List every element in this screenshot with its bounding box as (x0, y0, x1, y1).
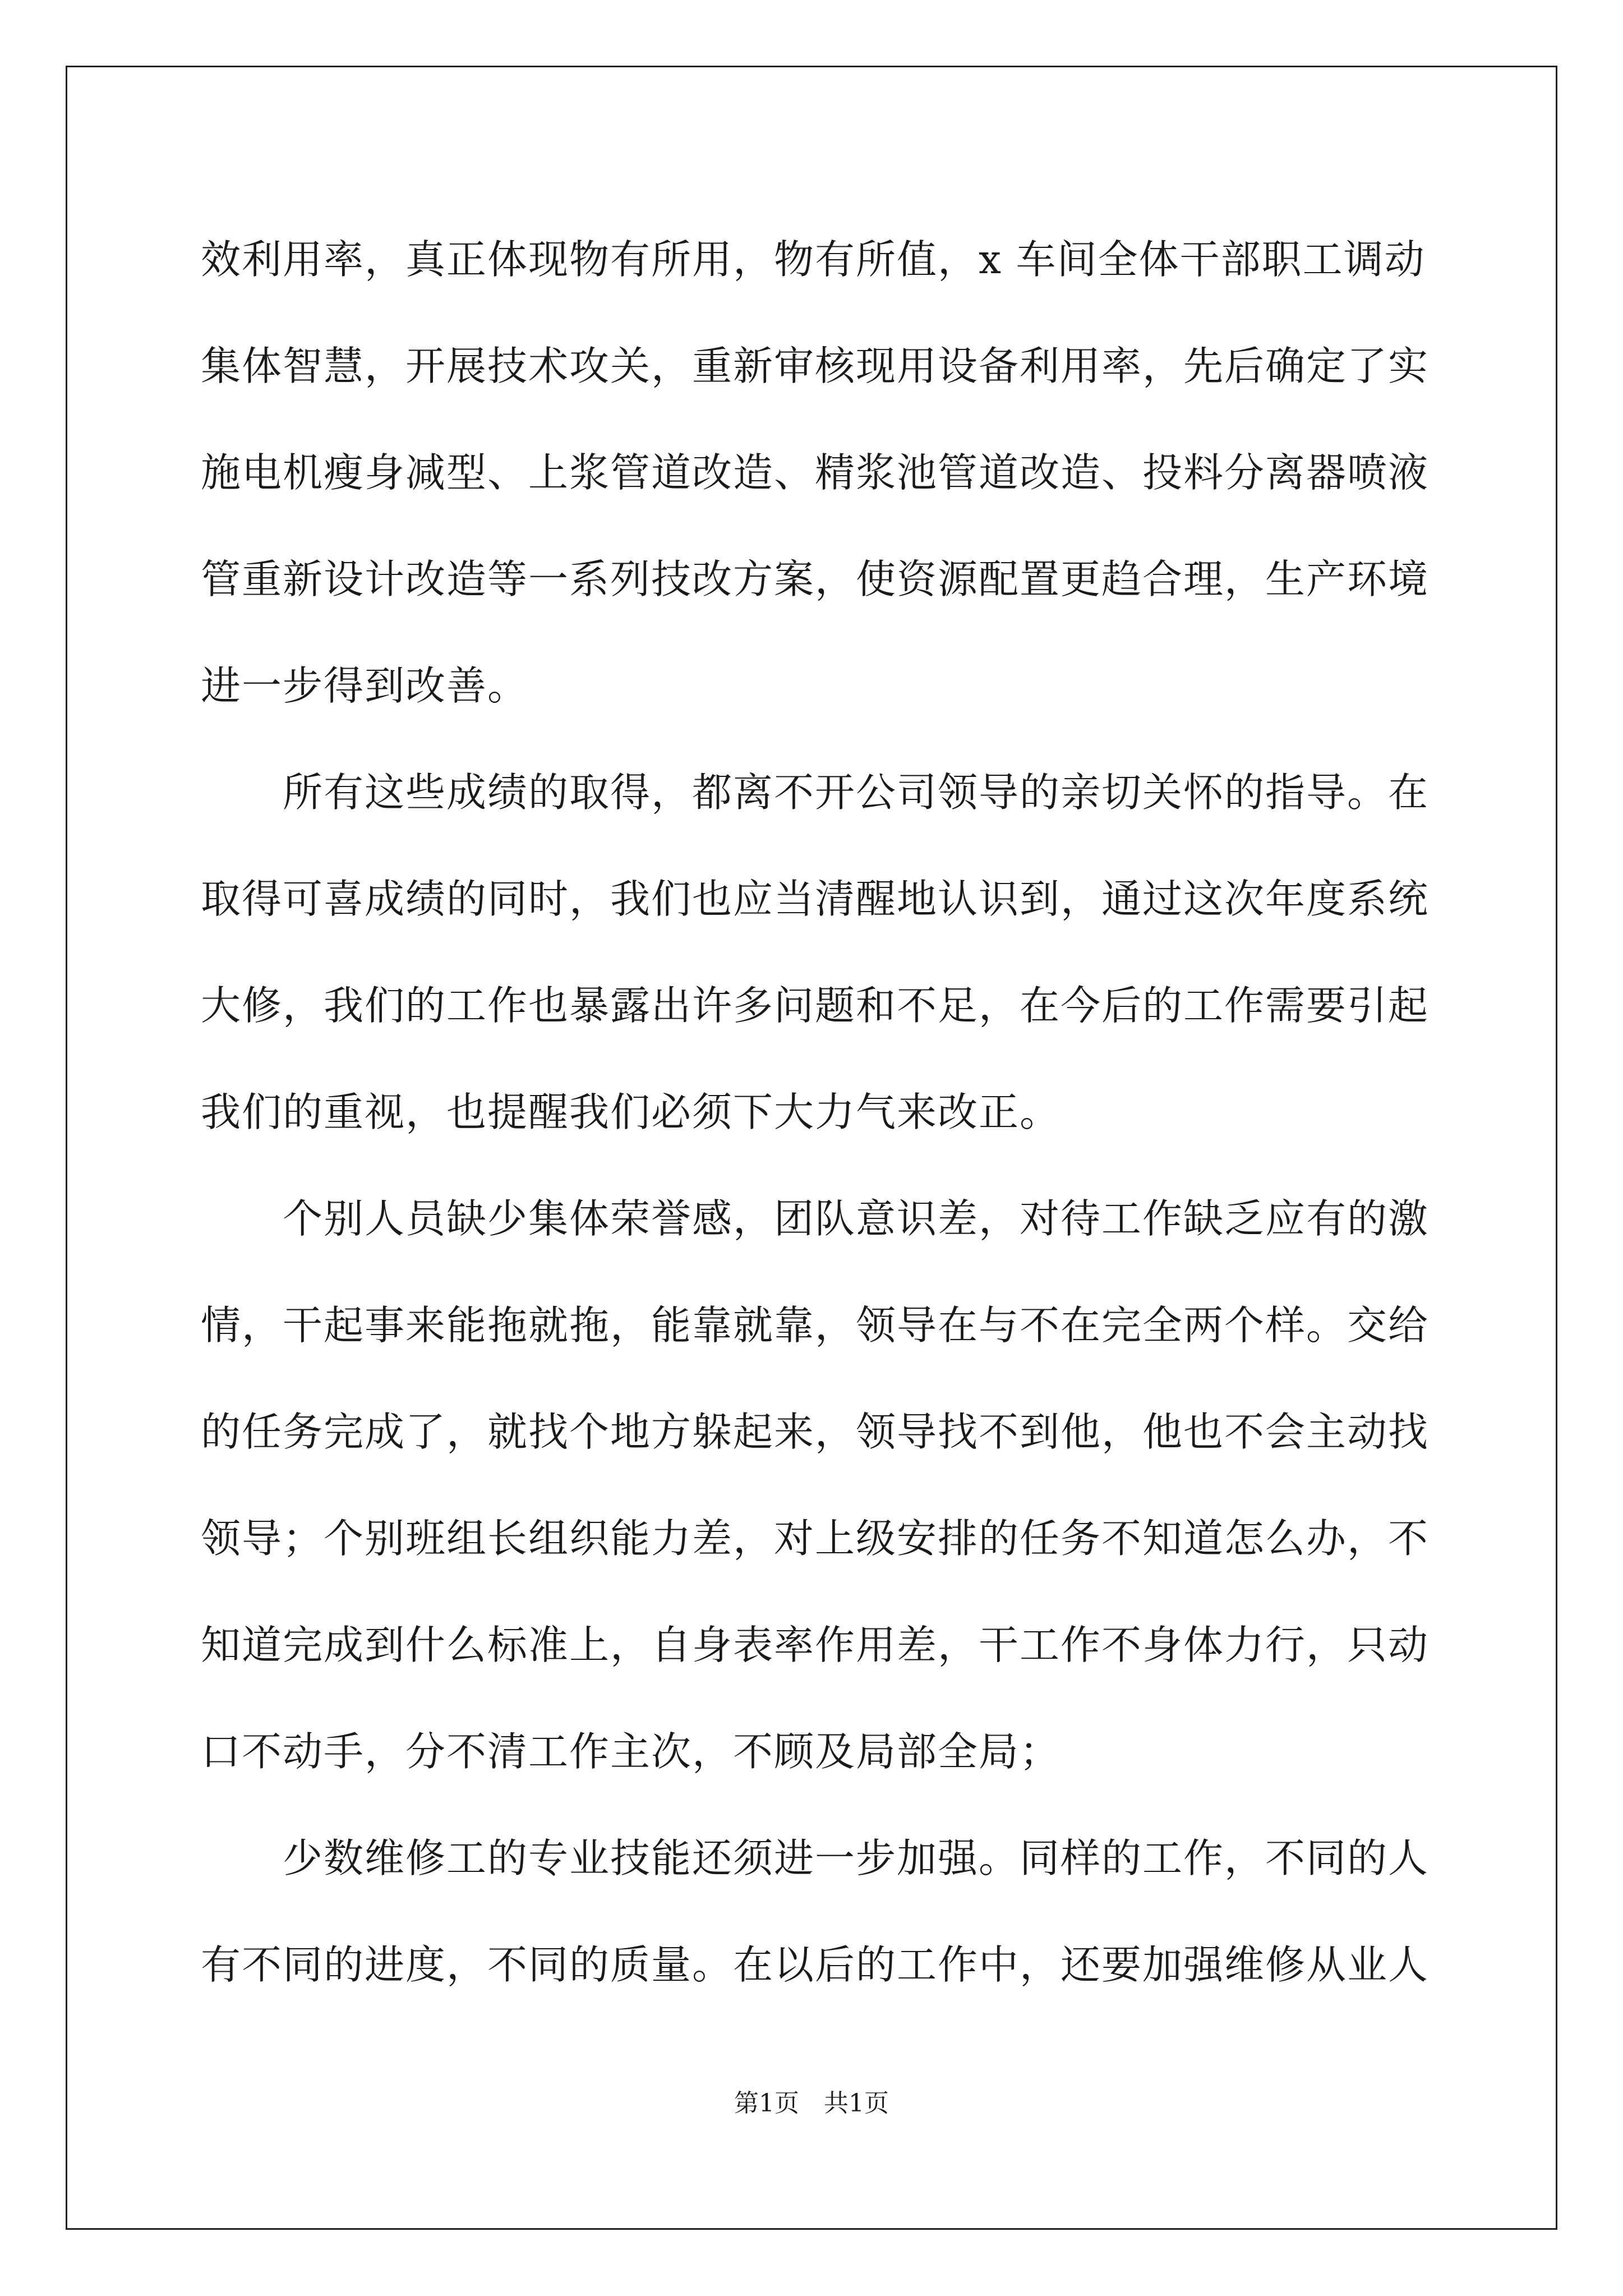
text-line: 情，干起事来能拖就拖，能靠就靠，领导在与不在完全两个样。交给 (201, 1302, 1430, 1349)
paragraph-first-line: 少数维修工的专业技能还须进一步加强。同样的工作，不同的人 (283, 1835, 1430, 1881)
text-line: 管重新设计改造等一系列技改方案，使资源配置更趋合理，生产环境 (201, 556, 1430, 602)
text-line: 口不动手，分不清工作主次，不顾及局部全局； (201, 1728, 1061, 1775)
text-line: 我们的重视，也提醒我们必须下大力气来改正。 (201, 1089, 1061, 1135)
text-line: 有不同的进度，不同的质量。在以后的工作中，还要加强维修从业人 (201, 1941, 1430, 1988)
page-number-footer: 第1页 共1页 (734, 2089, 889, 2118)
text-line: 效利用率，真正体现物有所用，物有所值，x 车间全体干部职工调动 (201, 236, 1426, 283)
text-line: 大修，我们的工作也暴露出许多问题和不足，在今后的工作需要引起 (201, 982, 1430, 1029)
text-line: 进一步得到改善。 (201, 662, 529, 709)
text-line: 的任务完成了，就找个地方躲起来，领导找不到他，他也不会主动找 (201, 1409, 1430, 1455)
paragraph-first-line: 个别人员缺少集体荣誉感，团队意识差，对待工作缺乏应有的激 (283, 1195, 1430, 1242)
document-body (201, 206, 1430, 2018)
text-line: 取得可喜成绩的同时，我们也应当清醒地认识到，通过这次年度系统 (201, 876, 1430, 922)
text-line: 施电机瘦身减型、上浆管道改造、精浆池管道改造、投料分离器喷液 (201, 449, 1430, 496)
text-line: 知道完成到什么标准上，自身表率作用差，干工作不身体力行，只动 (201, 1622, 1430, 1668)
paragraph-first-line: 所有这些成绩的取得，都离不开公司领导的亲切关怀的指导。在 (283, 769, 1430, 816)
text-line: 领导；个别班组长组织能力差，对上级安排的任务不知道怎么办，不 (201, 1515, 1430, 1562)
text-line: 集体智慧，开展技术攻关，重新审核现用设备利用率，先后确定了实 (201, 343, 1430, 389)
